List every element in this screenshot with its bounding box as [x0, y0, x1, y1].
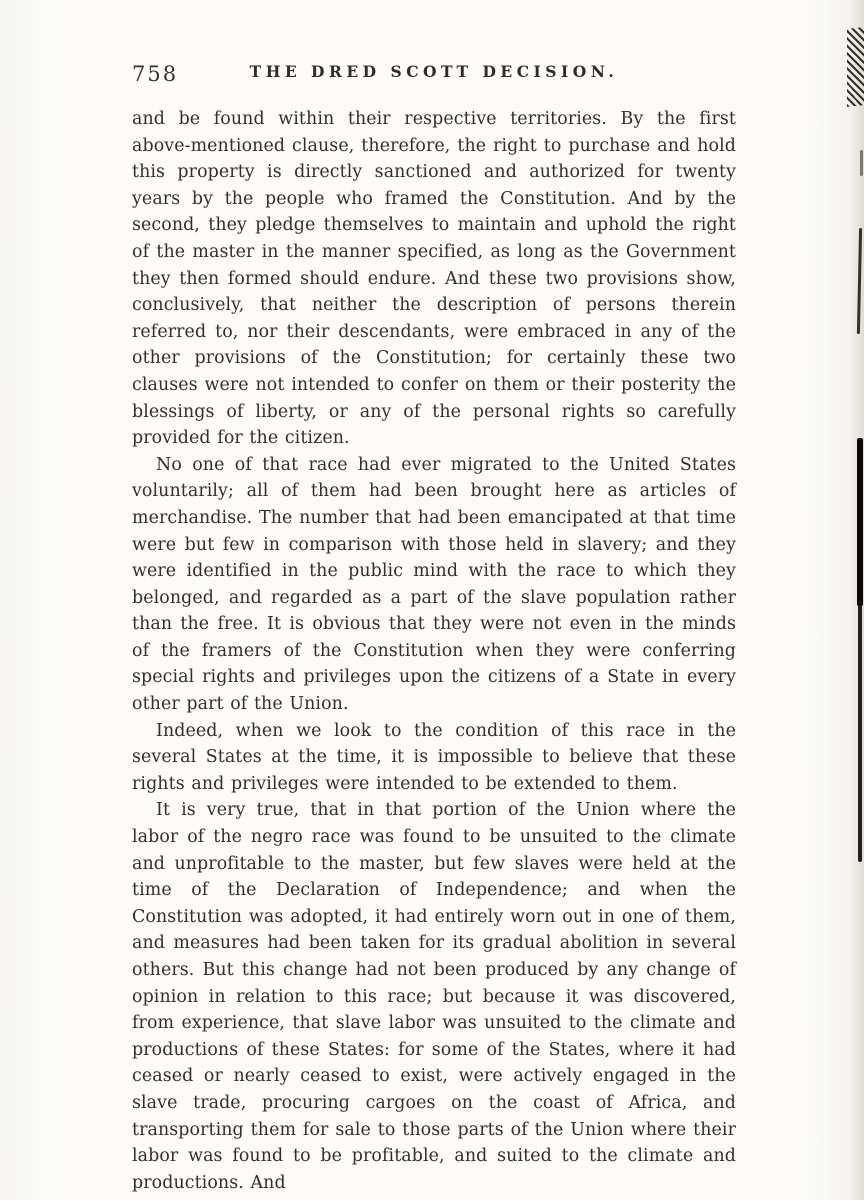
scan-artifact-thin-line	[857, 228, 862, 334]
paragraph: No one of that race had ever migrated to the United States voluntarily; all of them had been brought here as articles of merchandise. The number that had been emancipated at that time were but few in comparison with those held in slavery; and they were identified in the public mind with the race to which they belonged, and regarded as a part of the slave population rather than the free. It is obvious that they were not even in the minds of the framers of the Constitution when they were conferring special rights and privileges upon the citizens of a State in every other part of the Union.	[132, 454, 736, 715]
scan-artifact-edge-notch	[860, 150, 863, 176]
paragraph: It is very true, that in that portion of the Union where the labor of the negro race was found to be unsuited to the climate and unprofitable to the master, but few slaves were held at the time of the Declaration of Independence; and when the Constitution was adopted, it had entirely worn out in one of them, and measures had been taken for its gradual abolition in several others. But this change had not been produced by any change of opinion in relation to this race; but because it was discovered, from experience, that slave labor was unsuited to the climate and productions of these States: for some of the States, where it had ceased or nearly ceased to exist, were actively engaged in the slave trade, procuring cargoes on the coast of Africa, and transporting them for sale to those parts of the Union where their labor was found to be profitable, and suited to the climate and productions. And	[132, 800, 736, 1193]
binding-edge-shadow	[850, 0, 864, 1200]
running-head-title: THE DRED SCOTT DECISION.	[249, 62, 619, 81]
scan-artifact-long-streak	[858, 600, 862, 862]
paragraph: Indeed, when we look to the condition of this race in the several States at the time, it is impossible to believe that these rights and privileges were intended to be extended to them.	[132, 720, 736, 794]
page-body	[132, 106, 736, 1196]
page-header	[132, 58, 736, 90]
scan-artifact-thick-bar	[857, 438, 863, 606]
scan-artifact-top-right-corner	[847, 27, 864, 107]
page-number: 758	[132, 62, 179, 86]
paragraph-continuation: and be found within their respective territories. By the first above-mentioned clause, therefore, the right to purchase and hold this property is directly sanctioned and authorized for twenty years by the people who framed the Constitution. And by the second, they pledge themselves to maintain and uphold the right of the master in the manner specified, as long as the Government they then formed should endure. And these two provisions show, conclusively, that neither the description of persons therein referred to, nor their descendants, were embraced in any of the other provisions of the Constitution; for certainly these two clauses were not intended to confer on them or their posterity the blessings of liberty, or any of the personal rights so carefully provided for the citizen.	[132, 109, 736, 449]
